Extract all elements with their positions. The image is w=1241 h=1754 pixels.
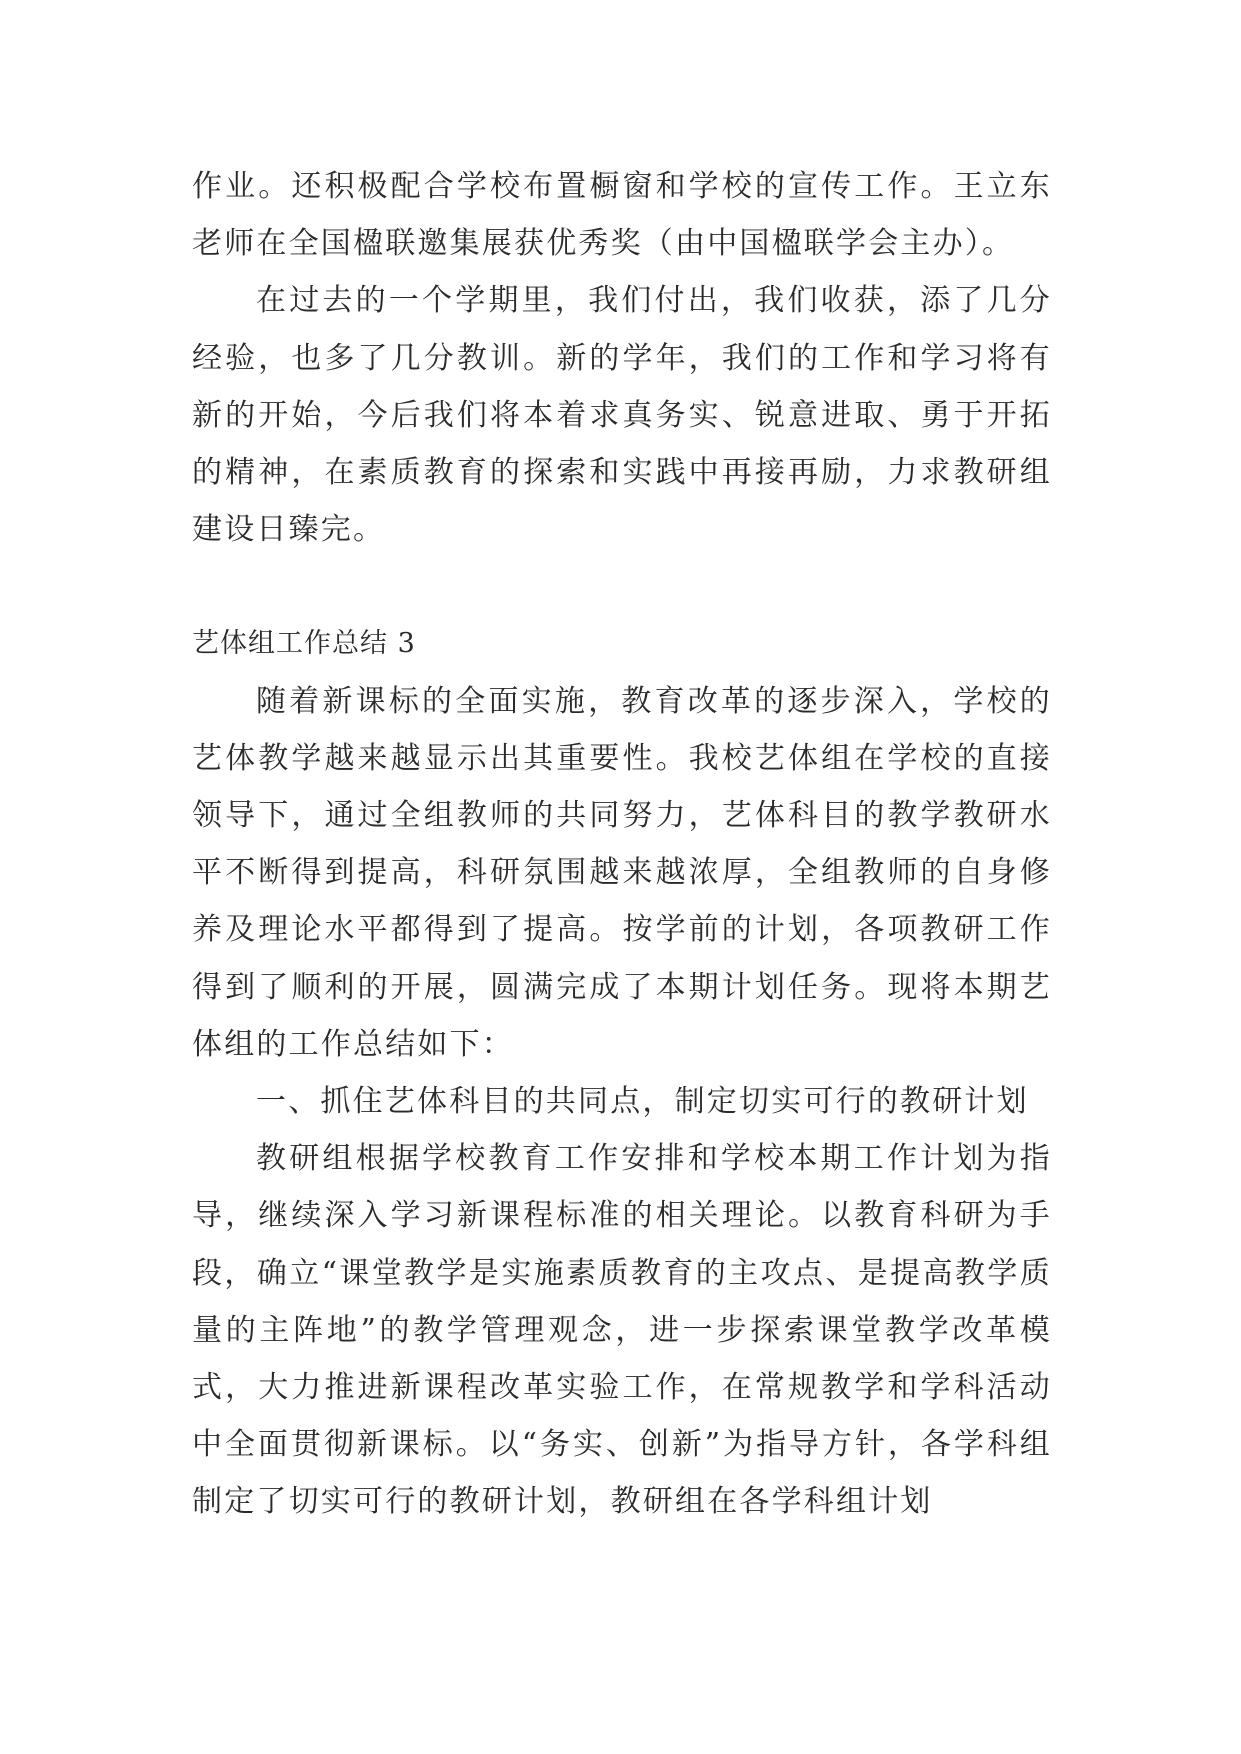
document-body: [192, 158, 1052, 1531]
paragraph-plan: 教研组根据学校教育工作安排和学校本期工作计划为指导，继续深入学习新课程标准的相关理论。以教育科研为手段，确立“课堂教学是实施素质教育的主攻点、是提高教学质量的主阵地”的教学管理观念，进一步探索课堂教学改革模式，大力推进新课程改革实验工作，在常规教学和学科活动中全面贯彻新课标。以“务实、创新”为指导方针，各学科组制定了切实可行的教研计划，教研组在各学科组计划: [192, 1141, 1052, 1520]
section-gap: [192, 558, 1052, 615]
paragraph-summary: 在过去的一个学期里，我们付出，我们收获，添了几分经验，也多了几分教训。新的学年，我们的工作和学习将有新的开始，今后我们将本着求真务实、锐意进取、勇于开拓的精神，在素质教育的探索和实践中再接再励，力求教研组建设日臻完。: [192, 283, 1052, 548]
section-heading: 艺体组工作总结 3: [192, 628, 416, 660]
paragraph-intro: 随着新课标的全面实施，教育改革的逐步深入，学校的艺体教学越来越显示出其重要性。我校艺体组在学校的直接领导下，通过全组教师的共同努力，艺体科目的教学教研水平不断得到提高，科研氛围越来越浓厚，全组教师的自身修养及理论水平都得到了提高。按学前的计划，各项教研工作得到了顺利的开展，圆满完成了本期计划任务。现将本期艺体组的工作总结如下：: [192, 683, 1052, 1062]
subheading-one: 一、抓住艺体科目的共同点，制定切实可行的教研计划: [256, 1084, 1029, 1120]
paragraph-continuation: 作业。还积极配合学校布置橱窗和学校的宣传工作。王立东老师在全国楹联邀集展获优秀奖（由中国楹联学会主办）。: [192, 169, 1052, 262]
